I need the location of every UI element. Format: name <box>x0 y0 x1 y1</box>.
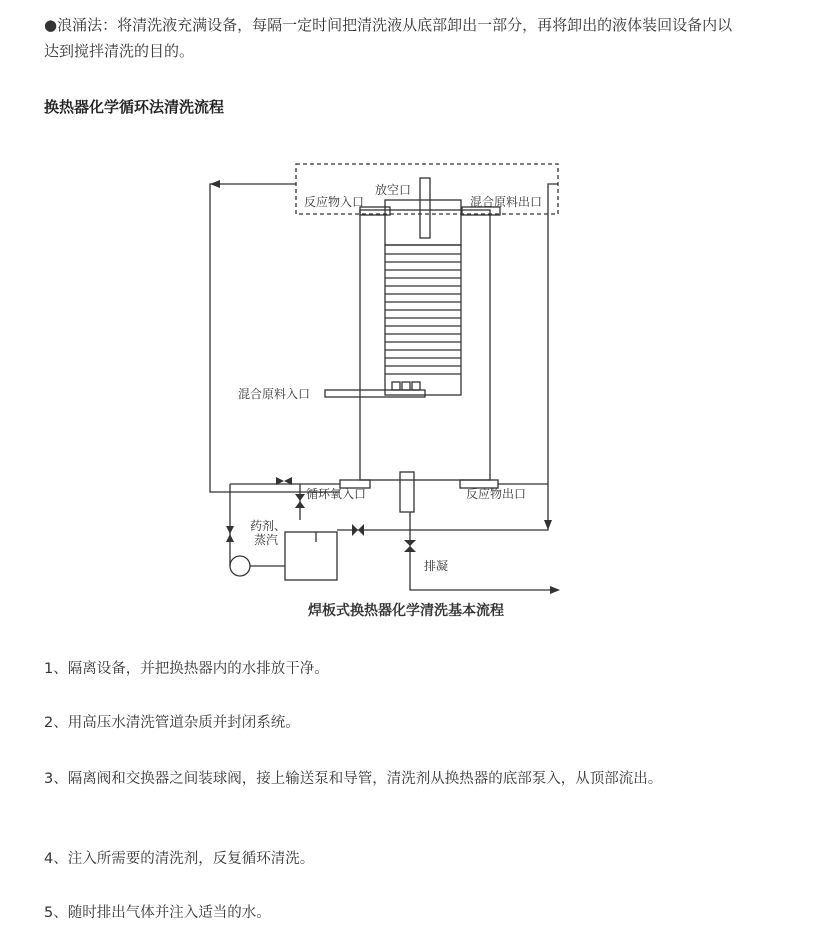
drain-label: 排凝 <box>424 559 449 573</box>
reactant-out-label: 反应物出口 <box>466 487 527 501</box>
section-heading: 换热器化学循环法清洗流程 <box>44 98 225 116</box>
bottom-drain-pipe <box>400 472 414 512</box>
step-item: 4、注入所需要的清洗剂，反复循环清洗。 <box>44 851 315 867</box>
plate-stack <box>385 245 461 395</box>
mixed-in-label: 混合原料入口 <box>238 387 311 401</box>
step-item: 2、用高压水清洗管道杂质并封闭系统。 <box>44 715 300 731</box>
vent-pipe <box>420 178 430 238</box>
exchanger-body <box>360 210 490 480</box>
intro-paragraph <box>44 12 744 64</box>
agent-label-2: 蒸汽 <box>254 533 279 547</box>
vent-label: 放空口 <box>375 183 412 197</box>
cleaning-flow-diagram <box>0 150 813 630</box>
plate-lines <box>385 254 461 374</box>
step-item: 1、隔离设备，并把换热器内的水排放干净。 <box>44 661 329 677</box>
diagram-caption: 焊板式换热器化学清洗基本流程 <box>308 603 504 619</box>
flow-diagram-svg <box>0 150 813 630</box>
mixed-in-nozzle <box>325 390 425 397</box>
agent-label-1: 药剂、 <box>250 519 287 533</box>
mixed-out-label: 混合原料出口 <box>470 195 543 209</box>
reactant-in-label: 反应物入口 <box>304 195 365 209</box>
circ-in-label: 循环氧入口 <box>306 487 367 501</box>
intro-text: 浪涌法：将清洗液充满设备，每隔一定时间把清洗液从底部卸出一部分，再将卸出的液体装回设备内以达到搅拌清洗的目的。 <box>44 16 733 60</box>
step-item: 5、随时排出气体并注入适当的水。 <box>44 905 271 921</box>
agent-tank <box>285 532 337 580</box>
pump-icon <box>230 556 250 576</box>
bullet-icon: ● <box>44 16 58 34</box>
step-item: 3、隔离阀和交换器之间装球阀，接上输送泵和导管，清洗剂从换热器的底部泵入，从顶部流出。 <box>44 771 663 787</box>
